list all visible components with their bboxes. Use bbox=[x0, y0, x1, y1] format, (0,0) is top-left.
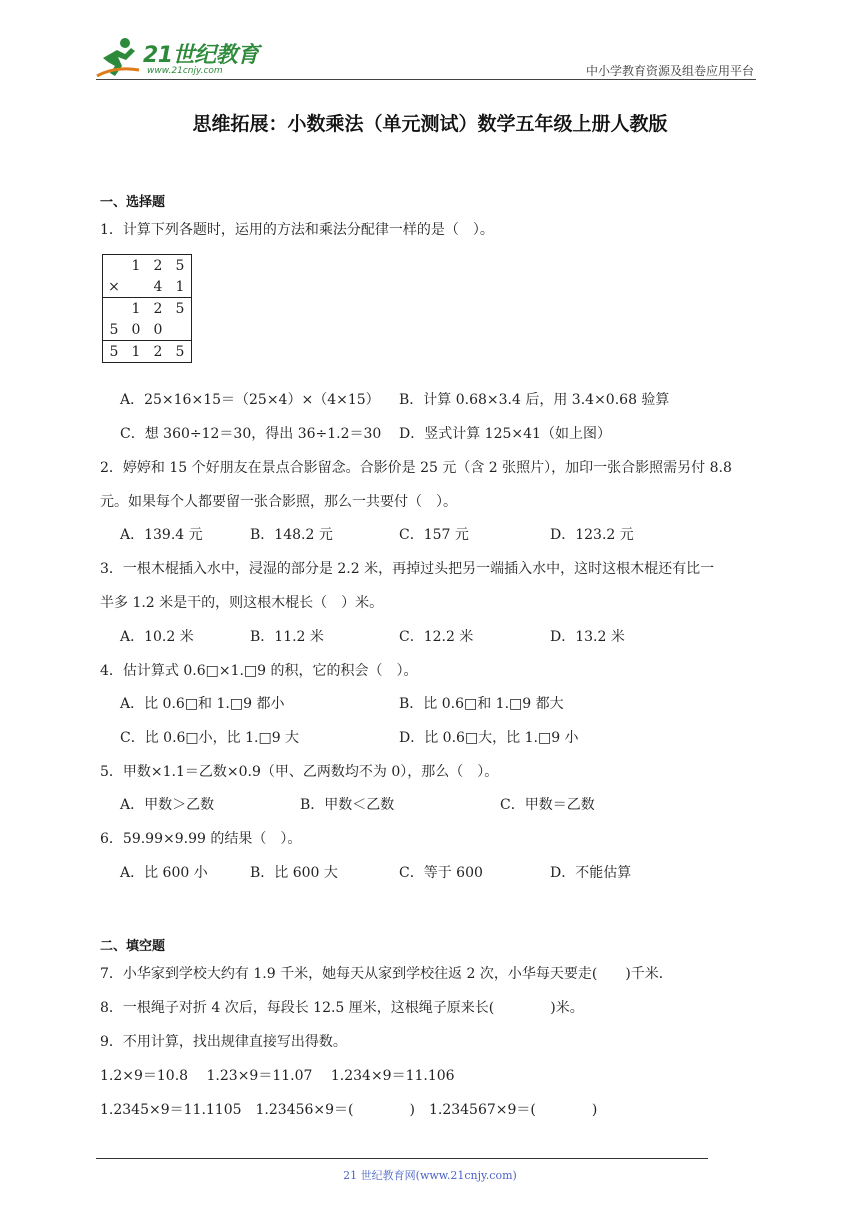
calc-cell: × bbox=[108, 278, 120, 295]
calc-row bbox=[103, 276, 192, 298]
site-logo bbox=[95, 36, 265, 80]
q3-option-d: D．13.2 米 bbox=[550, 629, 625, 645]
q2-option-d: D．123.2 元 bbox=[550, 527, 634, 543]
q2-option-c: C．157 元 bbox=[399, 527, 469, 543]
calc-cell: 0 bbox=[131, 321, 141, 338]
calc-cell bbox=[125, 276, 147, 298]
question-5: 5．甲数×1.1＝乙数×0.9（甲、乙两数均不为 0），那么（ ）。 bbox=[100, 764, 499, 780]
runner-icon bbox=[95, 36, 141, 80]
footer-link[interactable]: 21 世纪教育网(www.21cnjy.com) bbox=[343, 1169, 517, 1182]
question-8: 8．一根绳子对折 4 次后，每段长 12.5 厘米，这根绳子原来长( )米。 bbox=[100, 1000, 584, 1016]
calc-cell: 1 bbox=[125, 298, 147, 320]
q4-option-a: A．比 0.6□和 1.□9 都小 bbox=[120, 696, 285, 712]
calc-cell bbox=[103, 255, 126, 277]
question-2-line-1: 2．婷婷和 15 个好朋友在景点合影留念。合影价是 25 元（含 2 张照片），加印一张合影照需另付 8.8 bbox=[100, 460, 732, 476]
question-3-line-2: 半多 1.2 米是干的，则这根木棍长（ ）米。 bbox=[100, 595, 384, 611]
question-6: 6．59.99×9.99 的结果（ ）。 bbox=[100, 831, 302, 847]
platform-label: 中小学教育资源及组卷应用平台 bbox=[585, 64, 754, 78]
q6-option-c: C．等于 600 bbox=[399, 865, 483, 881]
calc-row bbox=[103, 255, 192, 277]
q5-option-c: C．甲数＝乙数 bbox=[500, 797, 595, 813]
q1-option-a: A．25×16×15＝（25×4）×（4×15） bbox=[120, 392, 380, 408]
calc-cell: 5 bbox=[109, 321, 119, 338]
q1-option-c: C．想 360÷12＝30，得出 36÷1.2＝30 bbox=[120, 426, 382, 442]
header-divider bbox=[96, 79, 756, 80]
q1-option-b: B．计算 0.68×3.4 后，用 3.4×0.68 验算 bbox=[399, 392, 670, 408]
calc-cell: 1 bbox=[175, 278, 185, 295]
question-1: 1．计算下列各题时，运用的方法和乘法分配律一样的是（ ）。 bbox=[100, 222, 494, 238]
calc-cell: 5 bbox=[169, 341, 192, 363]
q2-option-a: A．139.4 元 bbox=[120, 527, 203, 543]
calc-row bbox=[103, 298, 192, 320]
q1-option-d: D．竖式计算 125×41（如上图） bbox=[399, 426, 611, 442]
calc-cell: 5 bbox=[103, 341, 126, 363]
calc-row bbox=[103, 319, 192, 341]
q4-option-b: B．比 0.6□和 1.□9 都大 bbox=[399, 696, 564, 712]
calc-cell bbox=[169, 319, 192, 341]
calc-cell: 1 bbox=[125, 341, 147, 363]
calc-cell: 2 bbox=[153, 257, 163, 274]
question-4: 4．估计算式 0.6□×1.□9 的积，它的积会（ ）。 bbox=[100, 663, 418, 679]
question-7: 7．小华家到学校大约有 1.9 千米，她每天从家到学校往返 2 次，小华每天要走( )千米． bbox=[100, 966, 673, 982]
question-2-line-2: 元。如果每个人都要留一张合影照，那么一共要付（ ）。 bbox=[100, 494, 457, 510]
q3-option-c: C．12.2 米 bbox=[399, 629, 474, 645]
question-9-line-2: 1.2345×9＝11.1105 1.23456×9＝( ) 1.234567×9＝( ) bbox=[100, 1102, 598, 1118]
footer-divider bbox=[96, 1158, 708, 1159]
vertical-multiplication-table bbox=[102, 254, 192, 363]
q5-option-a: A．甲数＞乙数 bbox=[120, 797, 215, 813]
logo-text: 21世纪教育 bbox=[143, 43, 259, 68]
q4-option-c: C．比 0.6□小，比 1.□9 大 bbox=[120, 730, 300, 746]
q6-option-d: D．不能估算 bbox=[550, 865, 632, 881]
calc-row bbox=[103, 341, 192, 363]
q5-option-b: B．甲数＜乙数 bbox=[300, 797, 395, 813]
calc-cell: 5 bbox=[169, 298, 192, 320]
question-3-line-1: 3．一根木棍插入水中，浸湿的部分是 2.2 米，再掉过头把另一端插入水中，这时这根木棍还有比一 bbox=[100, 561, 715, 577]
page-title: 思维拓展：小数乘法（单元测试）数学五年级上册人教版 bbox=[192, 113, 668, 135]
question-9: 9．不用计算，找出规律直接写出得数。 bbox=[100, 1034, 347, 1050]
calc-cell: 2 bbox=[147, 341, 169, 363]
q2-option-b: B．148.2 元 bbox=[250, 527, 333, 543]
calc-cell: 1 bbox=[131, 257, 141, 274]
calc-cell: 0 bbox=[153, 321, 163, 338]
section-choice-heading: 一、选择题 bbox=[100, 195, 166, 210]
q3-option-b: B．11.2 米 bbox=[250, 629, 324, 645]
q3-option-a: A．10.2 米 bbox=[120, 629, 194, 645]
question-9-line-1: 1.2×9＝10.8 1.23×9＝11.07 1.234×9＝11.106 bbox=[100, 1068, 455, 1084]
q6-option-a: A．比 600 小 bbox=[120, 865, 208, 881]
logo-url: www.21cnjy.com bbox=[147, 66, 223, 76]
calc-cell: 5 bbox=[175, 257, 185, 274]
section-fill-heading: 二、填空题 bbox=[100, 939, 166, 954]
calc-cell bbox=[103, 298, 126, 320]
q6-option-b: B．比 600 大 bbox=[250, 865, 338, 881]
q4-option-d: D．比 0.6□大，比 1.□9 小 bbox=[399, 730, 579, 746]
calc-cell: 4 bbox=[153, 278, 163, 295]
calc-cell: 2 bbox=[147, 298, 169, 320]
